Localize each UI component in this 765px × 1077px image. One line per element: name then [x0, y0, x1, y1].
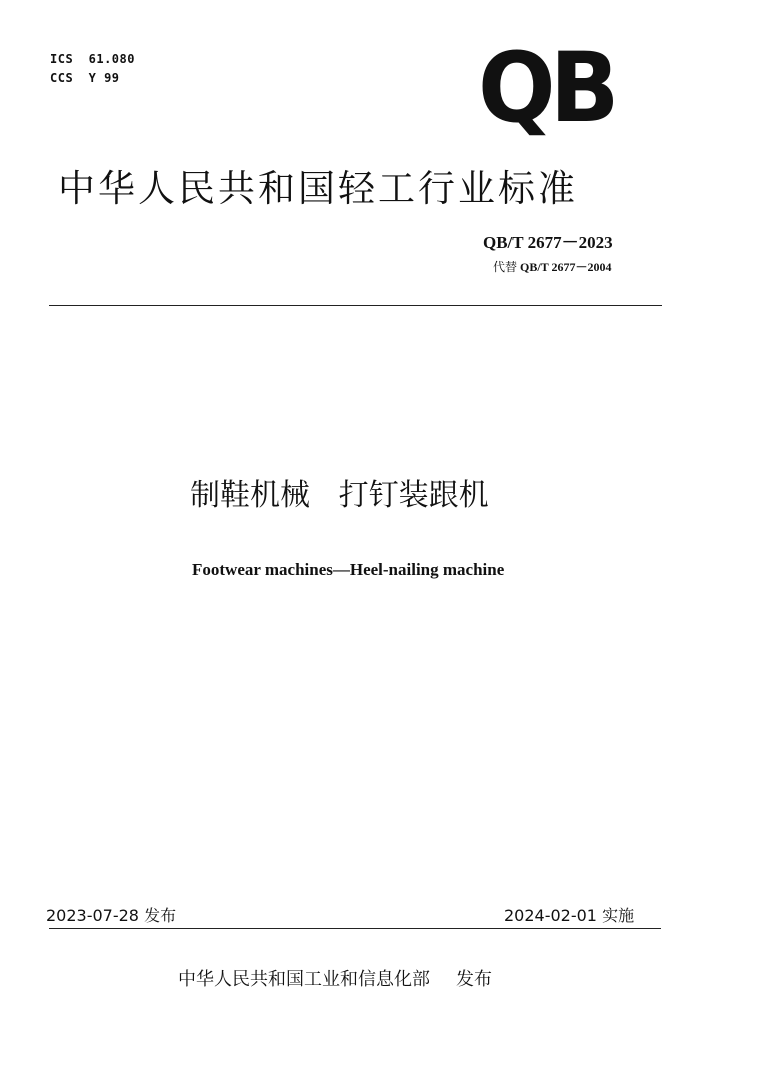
replaces-line: [493, 258, 611, 275]
footer-divider: [49, 928, 661, 929]
issue-action: 发布: [456, 969, 492, 990]
replaces-label: 代替: [493, 260, 518, 274]
header-divider: [49, 305, 662, 306]
standard-number-code: QB/T 2677－2023: [483, 233, 613, 252]
issue-date: 2023-07-28 发布: [46, 906, 177, 925]
issuer-name: 中华人民共和国工业和信息化部: [178, 969, 430, 990]
standard-number: [483, 228, 613, 253]
organization-title: 中华人民共和国轻工行业标准: [58, 167, 578, 210]
implementation-date: 2024-02-01 实施: [504, 906, 635, 925]
chinese-title: 制鞋机械 打钉装跟机: [190, 478, 489, 513]
replaces-number: QB/T 2677－2004: [520, 260, 612, 274]
qb-logo: QB: [478, 32, 614, 144]
english-title: Footwear machines—Heel-nailing machine: [192, 560, 505, 579]
publisher-line: [178, 965, 492, 991]
ccs-code: CCS Y 99: [50, 71, 120, 85]
ics-code: ICS 61.080: [50, 52, 135, 66]
